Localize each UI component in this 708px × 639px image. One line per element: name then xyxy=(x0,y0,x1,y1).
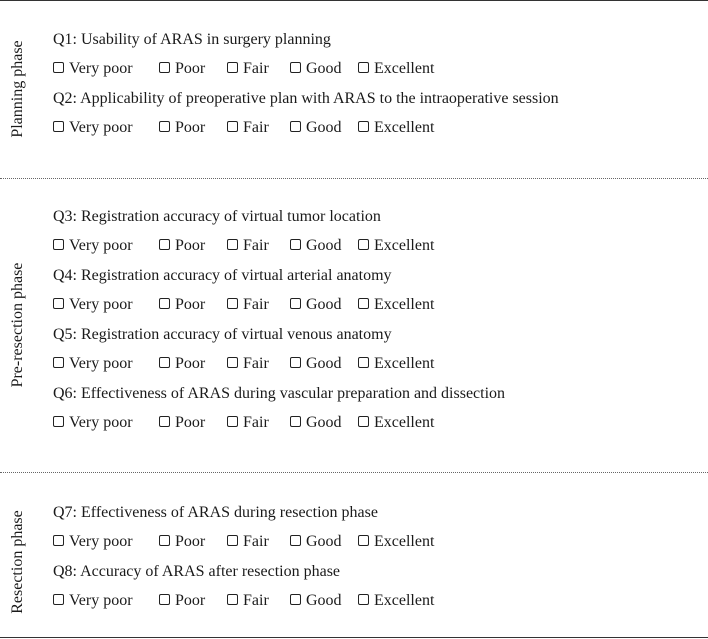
question-q5: Q5: Registration accuracy of virtual venous anatomy xyxy=(53,326,392,343)
phase-label: Resection phase xyxy=(9,510,26,614)
option-good[interactable]: Good xyxy=(290,118,342,138)
question-q1: Q1: Usability of ARAS in surgery planning xyxy=(53,31,331,48)
option-fair[interactable]: Fair xyxy=(227,413,269,433)
option-very-poor[interactable]: Very poor xyxy=(53,59,133,79)
option-fair[interactable]: Fair xyxy=(227,236,269,256)
bottom-border xyxy=(0,637,708,638)
phase-label: Pre-resection phase xyxy=(9,262,26,388)
question-q4: Q4: Registration accuracy of virtual arterial anatomy xyxy=(53,267,392,284)
checkbox-icon xyxy=(53,535,64,546)
option-good[interactable]: Good xyxy=(290,413,342,433)
option-very-poor[interactable]: Very poor xyxy=(53,532,133,552)
option-fair[interactable]: Fair xyxy=(227,295,269,315)
option-poor[interactable]: Poor xyxy=(159,295,205,315)
option-poor[interactable]: Poor xyxy=(159,591,205,611)
checkbox-icon xyxy=(159,594,170,605)
checkbox-icon xyxy=(227,535,238,546)
option-very-poor[interactable]: Very poor xyxy=(53,413,133,433)
option-good[interactable]: Good xyxy=(290,591,342,611)
option-excellent[interactable]: Excellent xyxy=(358,591,434,611)
checkbox-icon xyxy=(358,594,369,605)
option-fair[interactable]: Fair xyxy=(227,591,269,611)
option-very-poor[interactable]: Very poor xyxy=(53,591,133,611)
option-excellent[interactable]: Excellent xyxy=(358,532,434,552)
question-q3: Q3: Registration accuracy of virtual tumor location xyxy=(53,208,381,225)
option-excellent[interactable]: Excellent xyxy=(358,236,434,256)
checkbox-icon xyxy=(290,594,301,605)
option-excellent[interactable]: Excellent xyxy=(358,295,434,315)
checkbox-icon xyxy=(358,535,369,546)
checkbox-icon xyxy=(290,535,301,546)
question-q6: Q6: Effectiveness of ARAS during vascular preparation and dissection xyxy=(53,385,506,402)
option-very-poor[interactable]: Very poor xyxy=(53,354,133,374)
option-fair[interactable]: Fair xyxy=(227,59,269,79)
option-fair[interactable]: Fair xyxy=(227,118,269,138)
option-poor[interactable]: Poor xyxy=(159,354,205,374)
question-q7: Q7: Effectiveness of ARAS during resection phase xyxy=(53,504,378,521)
question-q2: Q2: Applicability of preoperative plan with ARAS to the intraoperative session xyxy=(53,90,559,107)
option-good[interactable]: Good xyxy=(290,532,342,552)
option-good[interactable]: Good xyxy=(290,59,342,79)
option-fair[interactable]: Fair xyxy=(227,532,269,552)
checkbox-icon xyxy=(159,535,170,546)
option-very-poor[interactable]: Very poor xyxy=(53,236,133,256)
option-excellent[interactable]: Excellent xyxy=(358,118,434,138)
checkbox-icon xyxy=(53,594,64,605)
option-poor[interactable]: Poor xyxy=(159,118,205,138)
option-good[interactable]: Good xyxy=(290,354,342,374)
option-poor[interactable]: Poor xyxy=(159,59,205,79)
checkbox-icon xyxy=(227,594,238,605)
option-good[interactable]: Good xyxy=(290,236,342,256)
option-poor[interactable]: Poor xyxy=(159,413,205,433)
option-fair[interactable]: Fair xyxy=(227,354,269,374)
phase-label: Planning phase xyxy=(9,40,26,138)
option-poor[interactable]: Poor xyxy=(159,236,205,256)
option-excellent[interactable]: Excellent xyxy=(358,413,434,433)
option-excellent[interactable]: Excellent xyxy=(358,59,434,79)
option-poor[interactable]: Poor xyxy=(159,532,205,552)
option-good[interactable]: Good xyxy=(290,295,342,315)
question-q8: Q8: Accuracy of ARAS after resection phase xyxy=(53,563,341,580)
option-very-poor[interactable]: Very poor xyxy=(53,118,133,138)
option-very-poor[interactable]: Very poor xyxy=(53,295,133,315)
option-excellent[interactable]: Excellent xyxy=(358,354,434,374)
